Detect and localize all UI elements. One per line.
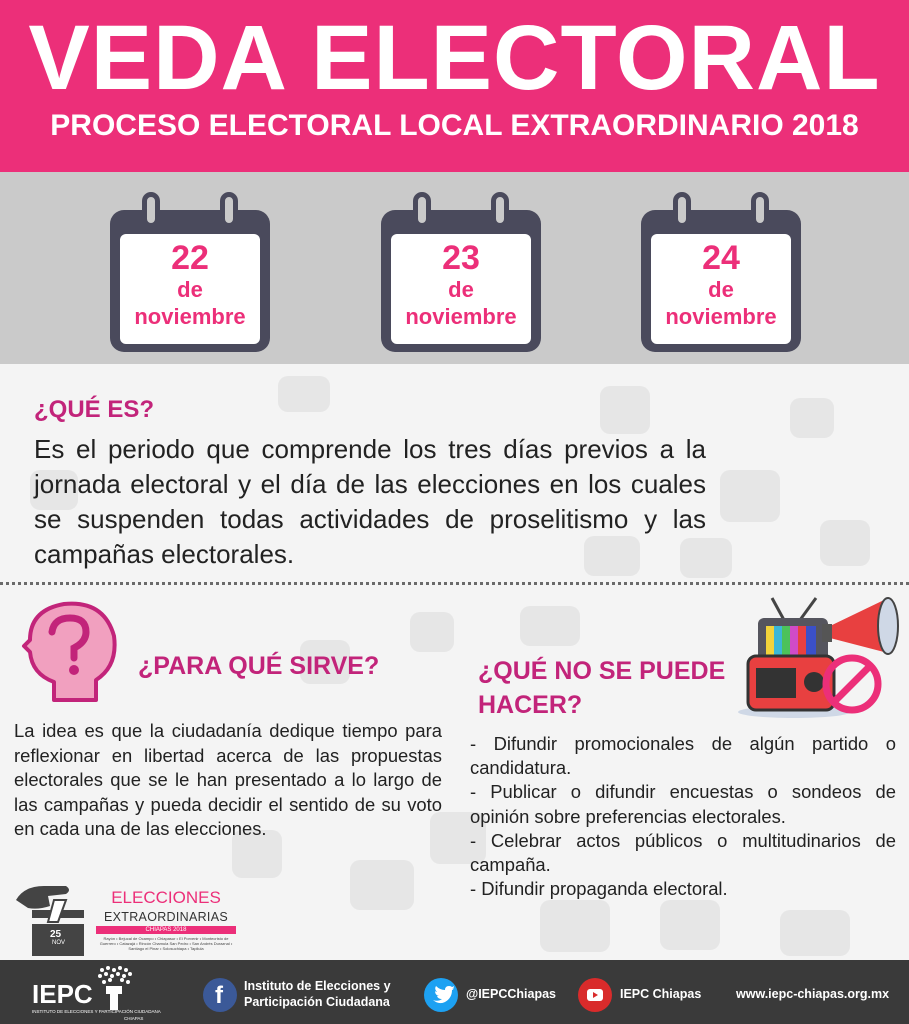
calendar-icon bbox=[110, 192, 270, 352]
calendar-de: de bbox=[177, 277, 203, 302]
list-item: - Celebrar actos públicos o multitudinarios de campaña. bbox=[470, 829, 896, 876]
calendar-day: 22 bbox=[171, 239, 209, 277]
media-prohibited-icon bbox=[734, 590, 904, 722]
calendar-month: noviembre bbox=[134, 304, 246, 329]
que-es-text: Es el periodo que comprende los tres días previos a la jornada electoral y el día de las elecciones en los cuales se suspenden todas actividades de proselitismo y las campañas electorales. bbox=[34, 434, 706, 569]
facebook-line2: Participación Ciudadana bbox=[244, 995, 390, 1009]
list-item: - Publicar o difundir encuestas o sondeos de opinión sobre preferencias electorales. bbox=[470, 781, 896, 827]
twitter-icon[interactable] bbox=[424, 978, 458, 1012]
calendar-de: de bbox=[708, 277, 734, 302]
calendar-icon bbox=[641, 192, 801, 352]
page-title: VEDA ELECTORAL bbox=[28, 7, 881, 109]
facebook-link[interactable] bbox=[244, 978, 391, 1010]
calendar-day: 23 bbox=[442, 239, 480, 277]
ballot-box-icon bbox=[92, 964, 136, 1012]
page-subtitle: PROCESO ELECTORAL LOCAL EXTRAORDINARIO 2018 bbox=[50, 109, 859, 142]
youtube-channel[interactable]: IEPC Chiapas bbox=[620, 987, 702, 1001]
que-es-heading: ¿QUÉ ES? bbox=[34, 396, 155, 423]
calendar-date bbox=[651, 234, 791, 344]
iepc-logo-state: CHIAPAS bbox=[124, 1016, 144, 1021]
no-se-puede-list bbox=[470, 732, 896, 901]
divider bbox=[0, 582, 909, 585]
header-banner bbox=[0, 0, 909, 172]
iepc-logo-text: IEPC bbox=[32, 979, 93, 1009]
list-item: - Difundir propaganda electoral. bbox=[470, 878, 728, 900]
calendar-month: noviembre bbox=[665, 304, 777, 329]
facebook-line1: Instituto de Elecciones y bbox=[244, 979, 391, 993]
website-link[interactable]: www.iepc-chiapas.org.mx bbox=[736, 987, 890, 1001]
election-day: 25 bbox=[50, 929, 62, 940]
para-que-sirve-text: La idea es que la ciudadanía dedique tiempo para reflexionar en libertad acerca de las propuestas electorales que se le han presentado a lo largo de las campañas y pueda decidir el sentido de su voto en cada una de las elecciones. bbox=[14, 720, 442, 839]
facebook-icon[interactable]: f bbox=[203, 978, 237, 1012]
calendar-date bbox=[391, 234, 531, 344]
youtube-icon[interactable] bbox=[578, 978, 612, 1012]
list-item: - Difundir promocionales de algún partido o candidatura. bbox=[470, 733, 896, 779]
iepc-logo-small: INSTITUTO DE ELECCIONES Y PARTICIPACIÓN CIUDADANA bbox=[32, 1009, 161, 1014]
elecciones-bar: CHIAPAS 2018 bbox=[96, 926, 236, 934]
para-que-sirve-heading: ¿PARA QUÉ SIRVE? bbox=[138, 652, 380, 680]
elecciones-logo bbox=[14, 880, 244, 956]
elecciones-subtitle: EXTRAORDINARIAS bbox=[104, 910, 228, 924]
elecciones-municipios: Rayón • Bejucal de Ocampo • Chiapasur • El Porvenir • Montecristo de Guerrero • Catazajá • Rincón Chamula San Pedro • San Andrés Duraznal • Santiago el Pinar • Solosuchiapa • Tapilula bbox=[99, 936, 233, 951]
no-se-puede-heading: ¿QUÉ NO SE PUEDE HACER? bbox=[478, 657, 726, 719]
iepc-logo bbox=[26, 960, 166, 1024]
head-question-icon bbox=[14, 596, 126, 708]
calendar-icon bbox=[381, 192, 541, 352]
elecciones-title: ELECCIONES bbox=[111, 888, 221, 907]
twitter-handle[interactable]: @IEPCChiapas bbox=[466, 987, 556, 1001]
calendar-date bbox=[120, 234, 260, 344]
dates-band bbox=[0, 172, 909, 364]
election-month: NOV bbox=[52, 940, 66, 946]
calendar-de: de bbox=[448, 277, 474, 302]
footer bbox=[0, 960, 909, 1024]
calendar-day: 24 bbox=[702, 239, 740, 277]
calendar-month: noviembre bbox=[405, 304, 517, 329]
